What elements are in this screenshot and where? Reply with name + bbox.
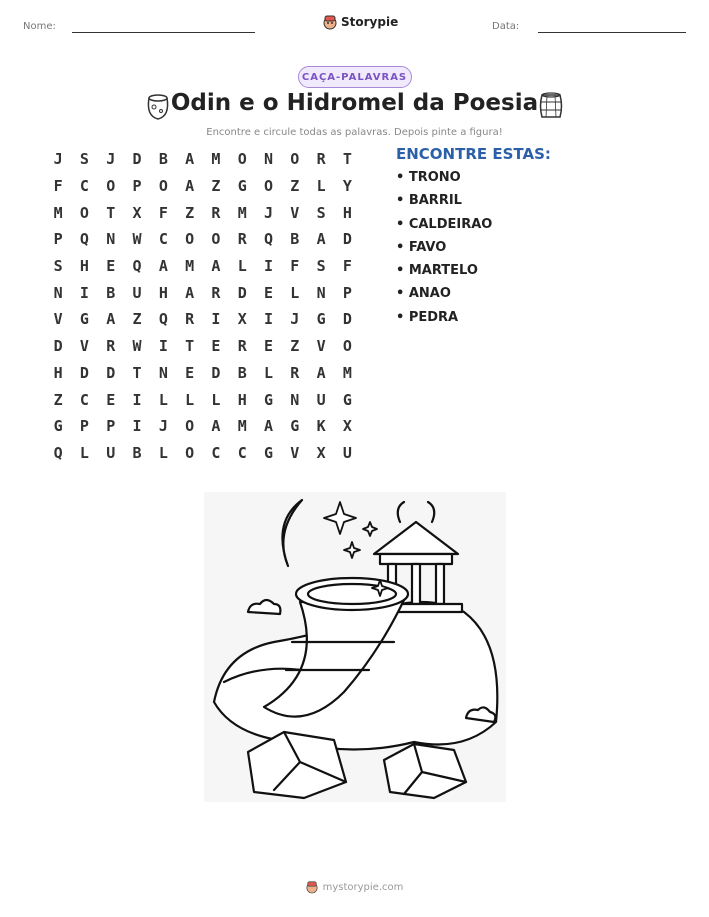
grid-letter[interactable]: O <box>264 177 274 196</box>
word-item: • MARTELO <box>396 263 478 279</box>
grid-letter[interactable]: B <box>106 283 116 302</box>
grid-letter[interactable]: Q <box>158 310 168 329</box>
grid-row <box>45 306 361 333</box>
grid-letter[interactable]: W <box>132 230 142 249</box>
grid-row <box>45 360 361 387</box>
grid-letter[interactable]: O <box>185 230 195 249</box>
grid-letter[interactable]: T <box>342 150 352 169</box>
barrel-icon <box>536 91 566 121</box>
grid-letter[interactable]: A <box>264 417 274 436</box>
storypie-mascot-icon <box>306 880 318 894</box>
grid-letter[interactable]: N <box>53 283 63 302</box>
grid-row <box>45 333 361 360</box>
grid-letter[interactable]: Z <box>132 310 142 329</box>
grid-letter[interactable]: O <box>185 443 195 462</box>
grid-letter[interactable]: X <box>237 310 247 329</box>
grid-letter[interactable]: D <box>53 337 63 356</box>
name-label: Nome: <box>23 21 56 32</box>
category-badge: CAÇA-PALAVRAS <box>298 66 412 88</box>
grid-letter[interactable]: V <box>316 337 326 356</box>
grid-row <box>45 226 361 253</box>
grid-letter[interactable]: O <box>106 177 116 196</box>
grid-row <box>45 173 361 200</box>
grid-letter[interactable]: H <box>158 283 168 302</box>
grid-letter[interactable]: V <box>290 203 300 222</box>
word-item: • ANAO <box>396 286 451 302</box>
grid-letter[interactable]: O <box>342 337 352 356</box>
grid-row <box>45 279 361 306</box>
grid-letter[interactable]: N <box>290 390 300 409</box>
grid-letter[interactable]: D <box>211 363 221 382</box>
grid-letter[interactable]: C <box>79 390 89 409</box>
grid-letter[interactable]: O <box>158 177 168 196</box>
grid-letter[interactable]: G <box>316 310 326 329</box>
grid-letter[interactable]: E <box>106 390 116 409</box>
word-search-grid[interactable] <box>45 146 361 466</box>
word-list-title: ENCONTRE ESTAS: <box>396 145 551 163</box>
footer <box>0 880 709 894</box>
grid-letter[interactable]: S <box>316 257 326 276</box>
grid-letter[interactable]: F <box>342 257 352 276</box>
grid-letter[interactable]: F <box>290 257 300 276</box>
grid-letter[interactable]: L <box>158 390 168 409</box>
grid-row <box>45 146 361 173</box>
grid-letter[interactable]: Q <box>264 230 274 249</box>
grid-letter[interactable]: V <box>290 443 300 462</box>
grid-letter[interactable]: Z <box>211 177 221 196</box>
word-item: • FAVO <box>396 239 447 255</box>
grid-letter[interactable]: R <box>211 283 221 302</box>
grid-letter[interactable]: P <box>132 177 142 196</box>
grid-letter[interactable]: I <box>264 257 274 276</box>
grid-letter[interactable]: J <box>158 417 168 436</box>
grid-letter[interactable]: L <box>185 390 195 409</box>
grid-letter[interactable]: R <box>316 150 326 169</box>
grid-letter[interactable]: M <box>237 203 247 222</box>
grid-letter[interactable]: R <box>106 337 116 356</box>
grid-letter[interactable]: X <box>342 417 352 436</box>
grid-letter[interactable]: G <box>264 443 274 462</box>
grid-letter[interactable]: P <box>53 230 63 249</box>
grid-row <box>45 199 361 226</box>
grid-row <box>45 413 361 440</box>
grid-letter[interactable]: V <box>79 337 89 356</box>
grid-letter[interactable]: C <box>79 177 89 196</box>
grid-letter[interactable]: O <box>211 230 221 249</box>
grid-letter[interactable]: E <box>185 363 195 382</box>
grid-letter[interactable]: Z <box>290 337 300 356</box>
grid-letter[interactable]: W <box>132 337 142 356</box>
grid-letter[interactable]: F <box>158 203 168 222</box>
word-item: • PEDRA <box>396 309 459 325</box>
grid-letter[interactable]: Q <box>53 443 63 462</box>
name-line[interactable] <box>72 32 255 33</box>
grid-letter[interactable]: Z <box>185 203 195 222</box>
date-line[interactable] <box>538 32 686 33</box>
grid-letter[interactable]: D <box>342 230 352 249</box>
grid-letter[interactable]: G <box>264 390 274 409</box>
grid-letter[interactable]: Q <box>132 257 142 276</box>
grid-letter[interactable]: A <box>158 257 168 276</box>
grid-letter[interactable]: U <box>316 390 326 409</box>
grid-letter[interactable]: I <box>158 337 168 356</box>
grid-letter[interactable]: P <box>342 283 352 302</box>
grid-letter[interactable]: U <box>106 443 116 462</box>
instructions: Encontre e circule todas as palavras. Depois pinte a figura! <box>206 127 503 138</box>
grid-letter[interactable]: E <box>106 257 116 276</box>
footer-url[interactable]: mystorypie.com <box>322 881 404 893</box>
grid-letter[interactable]: F <box>53 177 63 196</box>
grid-letter[interactable]: M <box>185 257 195 276</box>
grid-letter[interactable]: M <box>53 203 63 222</box>
coloring-picture[interactable] <box>204 492 506 802</box>
grid-letter[interactable]: P <box>79 417 89 436</box>
grid-letter[interactable]: D <box>342 310 352 329</box>
date-label: Data: <box>492 21 520 32</box>
grid-letter[interactable]: O <box>79 203 89 222</box>
grid-letter[interactable]: L <box>158 443 168 462</box>
grid-letter[interactable]: A <box>185 283 195 302</box>
grid-letter[interactable]: I <box>264 310 274 329</box>
grid-letter[interactable]: H <box>342 203 352 222</box>
grid-letter[interactable]: D <box>132 150 142 169</box>
grid-letter[interactable]: Y <box>342 177 352 196</box>
grid-letter[interactable]: M <box>211 150 221 169</box>
grid-letter[interactable]: E <box>211 337 221 356</box>
grid-letter[interactable]: C <box>211 443 221 462</box>
grid-letter[interactable]: A <box>106 310 116 329</box>
grid-letter[interactable]: E <box>264 337 274 356</box>
grid-letter[interactable]: O <box>290 150 300 169</box>
grid-letter[interactable]: C <box>237 443 247 462</box>
grid-letter[interactable]: X <box>316 443 326 462</box>
grid-row <box>45 440 361 467</box>
grid-letter[interactable]: X <box>132 203 142 222</box>
grid-letter[interactable]: G <box>290 417 300 436</box>
grid-letter[interactable]: Z <box>290 177 300 196</box>
grid-letter[interactable]: K <box>316 417 326 436</box>
grid-row <box>45 253 361 280</box>
grid-letter[interactable]: T <box>132 363 142 382</box>
grid-letter[interactable]: R <box>211 203 221 222</box>
grid-letter[interactable]: A <box>211 257 221 276</box>
grid-letter[interactable]: J <box>53 150 63 169</box>
brand-name: Storypie <box>341 15 399 29</box>
grid-letter[interactable]: R <box>290 363 300 382</box>
storypie-mascot-icon <box>323 14 337 30</box>
brand-logo <box>323 14 398 30</box>
grid-letter[interactable]: M <box>342 363 352 382</box>
grid-letter[interactable]: B <box>158 150 168 169</box>
grid-letter[interactable]: D <box>106 363 116 382</box>
grid-letter[interactable]: L <box>316 177 326 196</box>
grid-letter[interactable]: O <box>237 150 247 169</box>
grid-letter[interactable]: G <box>79 310 89 329</box>
grid-letter[interactable]: E <box>264 283 274 302</box>
grid-letter[interactable]: T <box>185 337 195 356</box>
grid-row <box>45 386 361 413</box>
grid-letter[interactable]: J <box>264 203 274 222</box>
grid-letter[interactable]: L <box>237 257 247 276</box>
grid-letter[interactable]: A <box>185 177 195 196</box>
grid-letter[interactable]: U <box>132 283 142 302</box>
grid-letter[interactable]: T <box>106 203 116 222</box>
grid-letter[interactable]: N <box>264 150 274 169</box>
grid-letter[interactable]: B <box>132 443 142 462</box>
grid-letter[interactable]: S <box>53 257 63 276</box>
grid-letter[interactable]: I <box>79 283 89 302</box>
grid-letter[interactable]: S <box>316 203 326 222</box>
grid-letter[interactable]: I <box>211 310 221 329</box>
grid-letter[interactable]: L <box>211 390 221 409</box>
word-item: • BARRIL <box>396 193 462 209</box>
grid-letter[interactable]: N <box>316 283 326 302</box>
grid-letter[interactable]: A <box>185 150 195 169</box>
grid-letter[interactable]: G <box>237 177 247 196</box>
grid-letter[interactable]: G <box>53 417 63 436</box>
grid-letter[interactable]: C <box>158 230 168 249</box>
grid-letter[interactable]: D <box>237 283 247 302</box>
grid-letter[interactable]: I <box>132 390 142 409</box>
grid-letter[interactable]: A <box>316 230 326 249</box>
grid-letter[interactable]: L <box>290 283 300 302</box>
grid-letter[interactable]: D <box>79 363 89 382</box>
grid-letter[interactable]: P <box>106 417 116 436</box>
word-item: • CALDEIRAO <box>396 216 493 232</box>
grid-letter[interactable]: B <box>290 230 300 249</box>
grid-letter[interactable]: U <box>342 443 352 462</box>
grid-letter[interactable]: R <box>237 230 247 249</box>
grid-letter[interactable]: H <box>53 363 63 382</box>
grid-letter[interactable]: L <box>264 363 274 382</box>
grid-letter[interactable]: N <box>106 230 116 249</box>
page-title: Odin e o Hidromel da Poesia <box>170 90 539 116</box>
grid-letter[interactable]: I <box>132 417 142 436</box>
grid-letter[interactable]: S <box>79 150 89 169</box>
grid-letter[interactable]: A <box>211 417 221 436</box>
grid-letter[interactable]: A <box>316 363 326 382</box>
grid-letter[interactable]: M <box>237 417 247 436</box>
grid-letter[interactable]: Q <box>79 230 89 249</box>
grid-letter[interactable]: J <box>106 150 116 169</box>
grid-letter[interactable]: O <box>185 417 195 436</box>
grid-letter[interactable]: H <box>237 390 247 409</box>
grid-letter[interactable]: N <box>158 363 168 382</box>
grid-letter[interactable]: J <box>290 310 300 329</box>
word-list <box>396 170 492 333</box>
grid-letter[interactable]: V <box>53 310 63 329</box>
grid-letter[interactable]: B <box>237 363 247 382</box>
grid-letter[interactable]: L <box>79 443 89 462</box>
grid-letter[interactable]: R <box>237 337 247 356</box>
grid-letter[interactable]: Z <box>53 390 63 409</box>
grid-letter[interactable]: G <box>342 390 352 409</box>
word-item: • TRONO <box>396 170 461 185</box>
grid-letter[interactable]: R <box>185 310 195 329</box>
grid-letter[interactable]: H <box>79 257 89 276</box>
